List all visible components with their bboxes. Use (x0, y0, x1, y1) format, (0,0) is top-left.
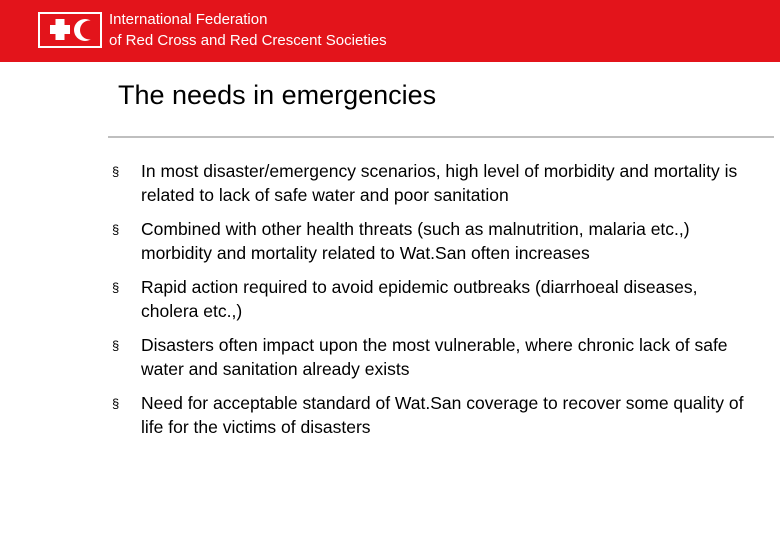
bullet-text: Disasters often impact upon the most vulnerable, where chronic lack of safe water and sanitation already exists (141, 335, 728, 379)
header-banner (0, 0, 780, 62)
bullet-marker: § (112, 280, 120, 295)
red-cross-crescent-logo-icon (38, 12, 102, 48)
org-line-2: of Red Cross and Red Crescent Societies (109, 32, 387, 49)
bullet-item (112, 392, 752, 439)
bullet-marker: § (112, 338, 120, 353)
bullet-text: In most disaster/emergency scenarios, high level of morbidity and mortality is related to lack of safe water and poor sanitation (141, 161, 738, 205)
bullet-item (112, 334, 752, 381)
bullet-list (112, 160, 752, 450)
bullet-text: Need for acceptable standard of Wat.San coverage to recover some quality of life for the victims of disasters (141, 393, 744, 437)
bullet-text: Combined with other health threats (such as malnutrition, malaria etc.,) morbidity and mortality related to Wat.San often increases (141, 219, 690, 263)
bullet-item (112, 276, 752, 323)
bullet-marker: § (112, 396, 120, 411)
bullet-marker: § (112, 222, 120, 237)
bullet-text: Rapid action required to avoid epidemic outbreaks (diarrhoeal diseases, cholera etc.,) (141, 277, 698, 321)
bullet-item (112, 160, 752, 207)
bullet-item (112, 218, 752, 265)
slide-title: The needs in emergencies (118, 80, 437, 110)
organization-name (109, 9, 387, 51)
org-line-1: International Federation (109, 11, 268, 28)
bullet-marker: § (112, 164, 120, 179)
title-divider (108, 136, 774, 138)
